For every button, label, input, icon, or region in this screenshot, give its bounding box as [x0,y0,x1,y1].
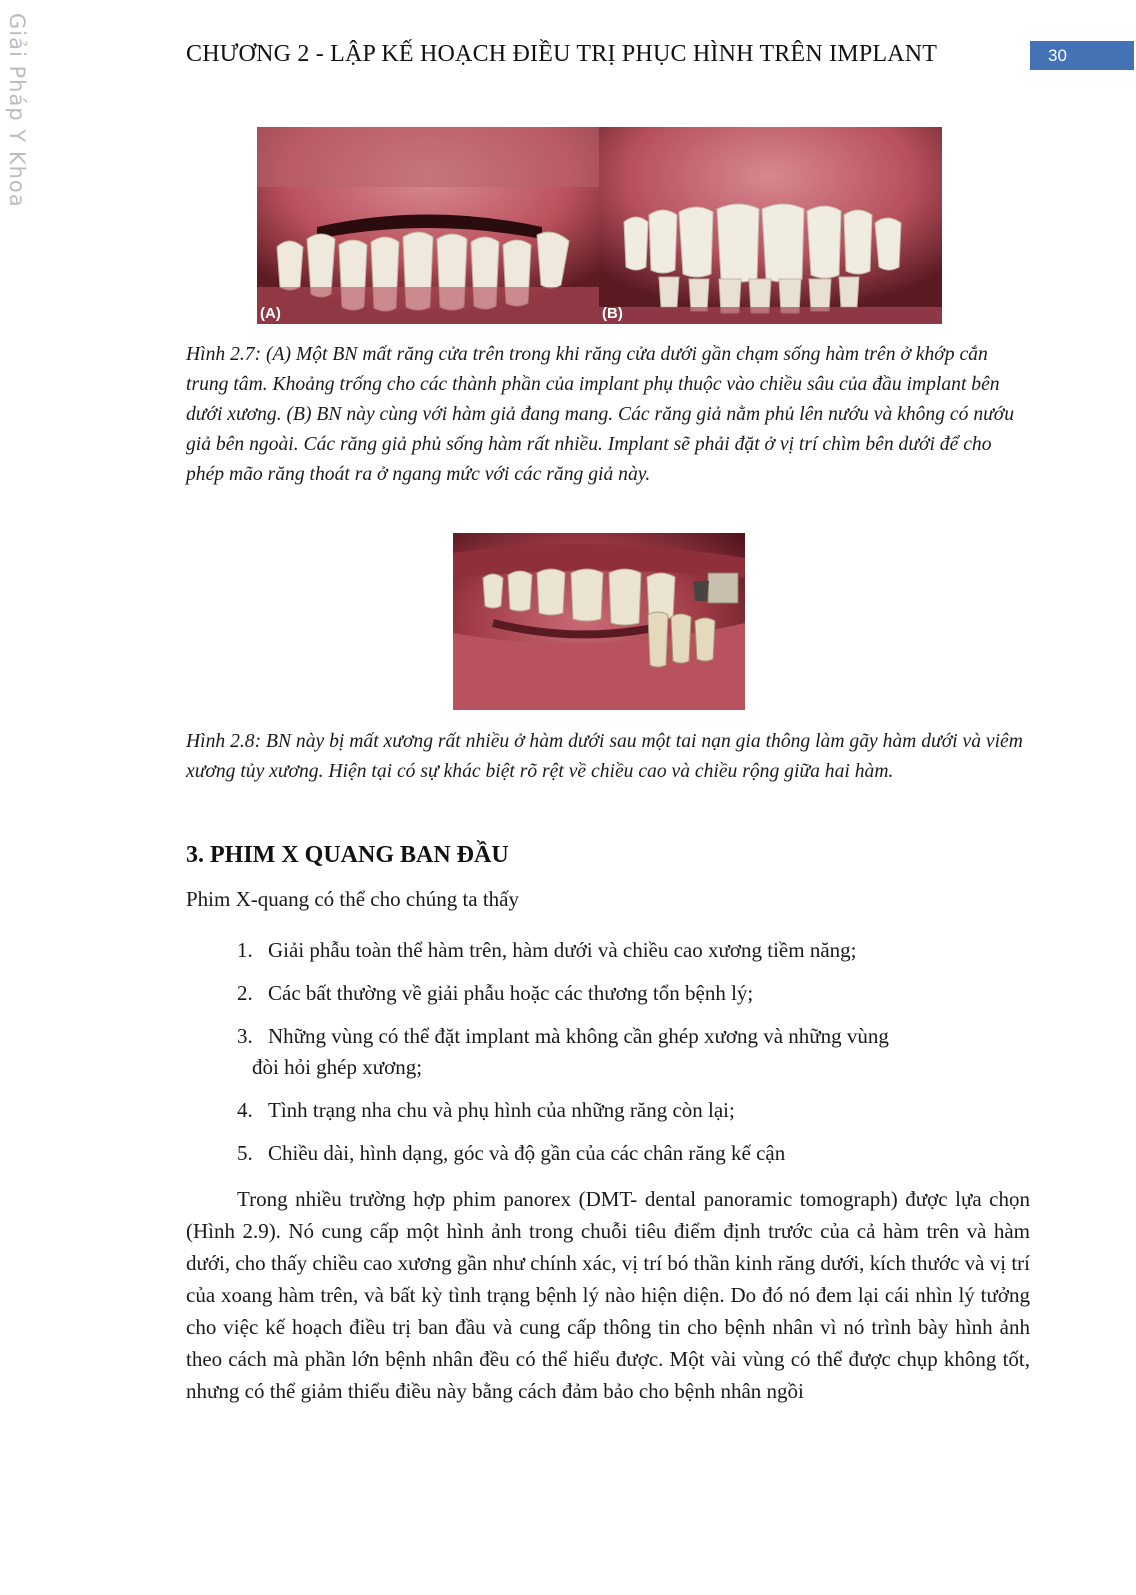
list-item [237,935,1027,966]
list-item-number: 1. [237,938,253,962]
body-paragraph: Trong nhiều trường hợp phim panorex (DMT- dental panoramic tomograph) được lựa chọn (Hình 2.9). Nó cung cấp một hình ảnh trong chuỗi tiêu điểm định trước của cả hàm trên và hàm dưới, cho thấy chiều cao xương gần như chính xác, vị trí bó thần kinh răng dưới, kích thước và vị trí của xoang hàm trên, và bất kỳ tình trạng bệnh lý nào hiện diện. Do đó nó đem lại cái nhìn lý tưởng cho việc kế hoạch điều trị ban đầu và cung cấp thông tin cho bệnh nhân vì nó trình bày hình ảnh theo cách mà phần lớn bệnh nhân đều có thể hiểu được. Một vài vùng có thể được chụp không tốt, nhưng có thể giảm thiểu điều này bằng cách đảm bảo cho bệnh nhân ngồi [186,1187,1030,1403]
findings-list [237,935,1027,1181]
list-item [237,978,1027,1009]
figure-2-7-b-photo [599,127,942,324]
panel-label-b: (B) [602,305,623,322]
list-item-text: Những vùng có thể đặt implant mà không cần ghép xương và những vùng [268,1024,889,1048]
list-item-number: 2. [237,981,253,1005]
list-item-number: 3. [237,1024,253,1048]
list-item-text: Tình trạng nha chu và phụ hình của những răng còn lại; [268,1098,735,1122]
list-item-number: 4. [237,1098,253,1122]
figure-2-7-a-photo [257,127,599,324]
figure-2-7-caption: Hình 2.7: (A) Một BN mất răng cửa trên trong khi răng cửa dưới gần chạm sống hàm trên ở khớp cắn trung tâm. Khoảng trống cho các thành phần của implant phụ thuộc vào chiều sâu của đầu implant bên dưới xương. (B) BN này cùng với hàm giả đang mang. Các răng giả nằm phủ lên nướu và không có nướu giả bên ngoài. Các răng giả phủ sống hàm rất nhiều. Implant sẽ phải đặt ở vị trí chìm bên dưới để cho phép mão răng thoát ra ở ngang mức với các răng giả này. [186,344,1015,485]
list-item-text: Chiều dài, hình dạng, góc và độ gần của các chân răng kế cận [268,1141,786,1165]
dental-photo-a [257,127,599,324]
list-item-text: Giải phẫu toàn thể hàm trên, hàm dưới và chiều cao xương tiềm năng; [268,938,857,962]
list-item [237,1138,1027,1169]
figure-2-8-photo [453,533,745,710]
dental-photo-b [599,127,942,324]
dental-photo-c [453,533,745,710]
section-intro: Phim X-quang có thể cho chúng ta thấy [186,887,520,911]
panel-label-a: (A) [260,305,281,322]
figure-2-8-caption: Hình 2.8: BN này bị mất xương rất nhiều ở hàm dưới sau một tai nạn gia thông làm gãy hàm dưới và viêm xương tủy xương. Hiện tại có sự khác biệt rõ rệt về chiều cao và chiều rộng giữa hai hàm. [186,731,1023,782]
list-item [237,1021,1027,1083]
page-number-badge: 30 [1030,41,1134,70]
section-heading: 3. PHIM X QUANG BAN ĐẦU [186,842,509,868]
list-item-text-continued: đòi hỏi ghép xương; [252,1055,423,1079]
side-watermark: Giải Pháp Y Khoa [5,13,29,208]
list-item-text: Các bất thường về giải phẫu hoặc các thương tổn bệnh lý; [268,981,754,1005]
running-header: CHƯƠNG 2 - LẬP KẾ HOẠCH ĐIỀU TRỊ PHỤC HÌNH TRÊN IMPLANT [186,41,938,67]
list-item-number: 5. [237,1141,253,1165]
list-item [237,1095,1027,1126]
